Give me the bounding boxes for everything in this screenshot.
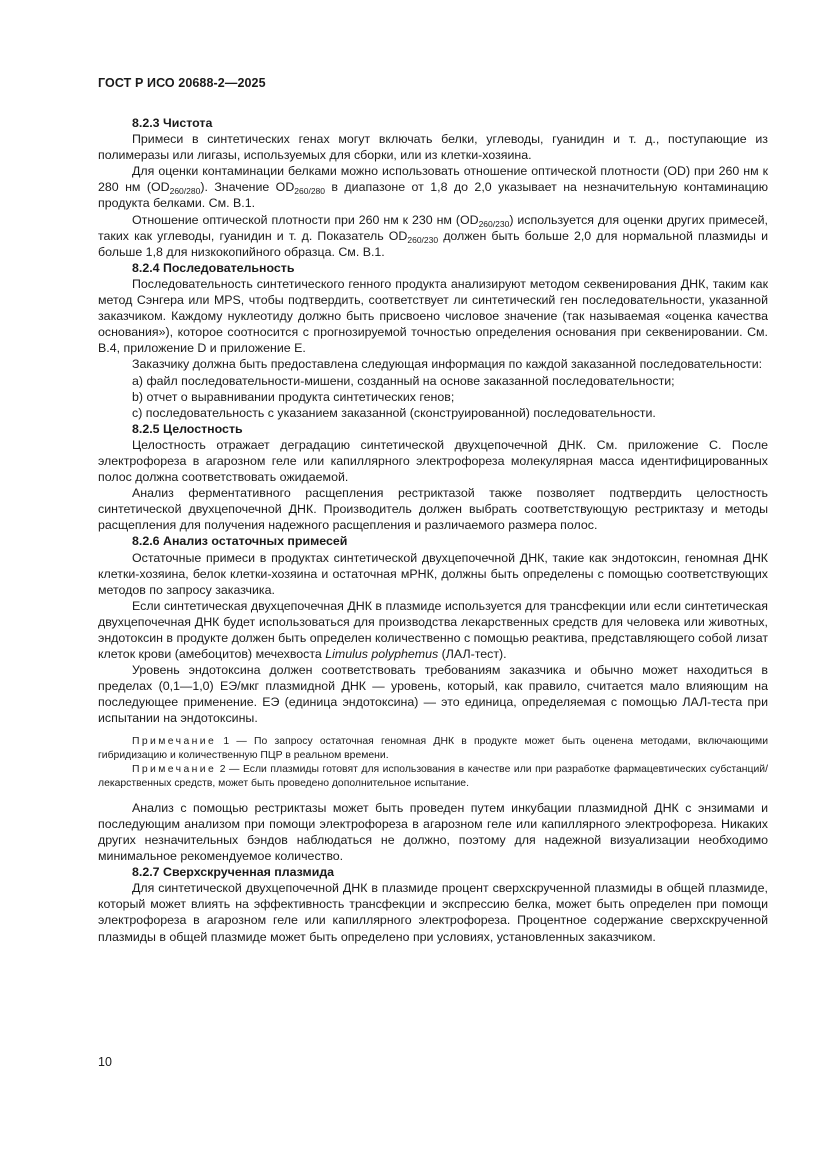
- paragraph: Отношение оптической плотности при 260 нм к 230 нм $(OD_{260/230})$ используется для оценки других примесей, таких как углеводы, гуанидин и т. д. Показатель $OD_{260/230}$ должен быть больше 2,0 для нормальной плазмиды и больше 1,8 для низкокопийного образца. См. В.1.: [98, 212, 768, 259]
- paragraph: Анализ ферментативного расщепления рестриктазой также позволяет подтвердить целостность синтетической двухцепочечной ДНК. Производитель должен выбрать соответствующую рестриктазу и методы расщепления для получения надежного расщепления и различаемого размера полос.: [98, 486, 768, 533]
- paragraph: Целостность отражает деградацию синтетической двухцепочечной ДНК. См. приложение С. После электрофореза в агарозном геле или капиллярного электрофореза молекулярная масса идентифицированных полос должна соответствовать ожидаемой.: [98, 437, 768, 485]
- list-item: a) файл последовательности-мишени, созданный на основе заказанной последовательности;: [132, 373, 675, 388]
- species-name: Limulus polyphemus: [325, 647, 439, 662]
- note-label: Примечание: [132, 735, 217, 747]
- paragraph: Если синтетическая двухцепочечная ДНК в плазмиде используется для трансфекции или если синтетическая двухцепочечная ДНК будет использоваться для производства лекарственных средств для человека или животных, эндотоксин в продукте должен быть определен количественно с помощью реактива, представляющего собой лизат клеток крови (амебоцитов) мечехвоста Limulus polyphemus (ЛАЛ-тест).: [98, 598, 768, 662]
- notes-block: [98, 735, 768, 792]
- section-heading-8-2-4: 8.2.4 Последовательность: [132, 260, 295, 275]
- list-item: b) отчет о выравнивании продукта синтетических генов;: [132, 389, 455, 404]
- note-label: Примечание: [132, 764, 217, 776]
- document-body: [98, 115, 768, 945]
- paragraph: Уровень эндотоксина должен соответствовать требованиям заказчика и обычно может находиться в пределах (0,1—1,0) ЕЭ/мкг плазмидной ДНК — уровень, который, как правило, считается мало влияющим на последующее применение. ЕЭ (единица эндотоксина) — это единица, определяемая с помощью ЛАЛ-теста при испытании на эндотоксины.: [98, 663, 768, 726]
- paragraph: Примеси в синтетических генах могут включать белки, углеводы, гуанидин и т. д., поступающие из полимеразы или лигазы, используемых для сборки, или из клетки-хозяина.: [98, 132, 768, 163]
- document-header: ГОСТ Р ИСО 20688-2—2025: [98, 76, 266, 90]
- section-heading-8-2-3: 8.2.3 Чистота: [132, 116, 213, 130]
- list-item: c) последовательность с указанием заказанной (сконструированной) последовательности.: [132, 405, 656, 420]
- paragraph: Заказчику должна быть предоставлена следующая информация по каждой заказанной последовательности:: [132, 357, 763, 372]
- paragraph: Остаточные примеси в продуктах синтетической двухцепочечной ДНК, такие как эндотоксин, геномная ДНК клетки-хозяина, белок клетки-хозяина и остаточная мРНК, должны быть определены с помощью соответствующих методов по запросу заказчика.: [98, 550, 768, 597]
- section-heading-8-2-5: 8.2.5 Целостность: [132, 421, 243, 436]
- paragraph: Анализ с помощью рестриктазы может быть проведен путем инкубации плазмидной ДНК с энзимами и последующим анализом при помощи электрофореза в агарозном геле или капиллярного электрофореза. Никаких других незначительных бэндов наблюдаться не должно, поэтому для надежной визуализации необходимо минимальное рекомендуемое количество.: [98, 800, 768, 864]
- note-1: Примечание 1 — По запросу остаточная геномная ДНК в продукте может быть оценена методами, включающими гибридизацию и количественную ПЦР в реальном времени.: [98, 735, 768, 761]
- paragraph: Для оценки контаминации белками можно использовать отношение оптической плотности (OD) при 260 нм к 280 нм $(OD_{260/280})$. Значение $OD_{260/280}$ в диапазоне от 1,8 до 2,0 указывает на незначительную контаминацию продукта белками. См. В.1.: [98, 164, 768, 211]
- paragraph: Для синтетической двухцепочечной ДНК в плазмиде процент сверхскрученной плазмиды в общей плазмиде, который может влиять на эффективность трансфекции и экспрессию белка, может быть определен при помощи электрофореза в агарозном геле или капиллярного электрофореза. Процентное содержание сверхскрученной плазмиды в общей плазмиде может быть определено при условиях, установленных заказчиком.: [98, 881, 768, 944]
- section-heading-8-2-6: 8.2.6 Анализ остаточных примесей: [132, 534, 348, 549]
- note-2: Примечание 2 — Если плазмиды готовят для использования в качестве или при разработке фармацевтических субстанций/лекарственных средств, может быть проведено дополнительное испытание.: [98, 764, 768, 790]
- paragraph: Последовательность синтетического генного продукта анализируют методом секвенирования ДНК, таким как метод Сэнгера или MPS, чтобы подтвердить, соответствует ли синтетический ген последовательности, указанной заказчиком. Каждому нуклеотиду должно быть присвоено числовое значение (так называемая «оценка качества основания»), которое соотносится с прогнозируемой точностью определения основания при секвенировании. См. В.4, приложение D и приложение Е.: [98, 276, 768, 356]
- page-number: 10: [98, 1055, 112, 1069]
- section-heading-8-2-7: 8.2.7 Сверхскрученная плазмида: [132, 865, 335, 880]
